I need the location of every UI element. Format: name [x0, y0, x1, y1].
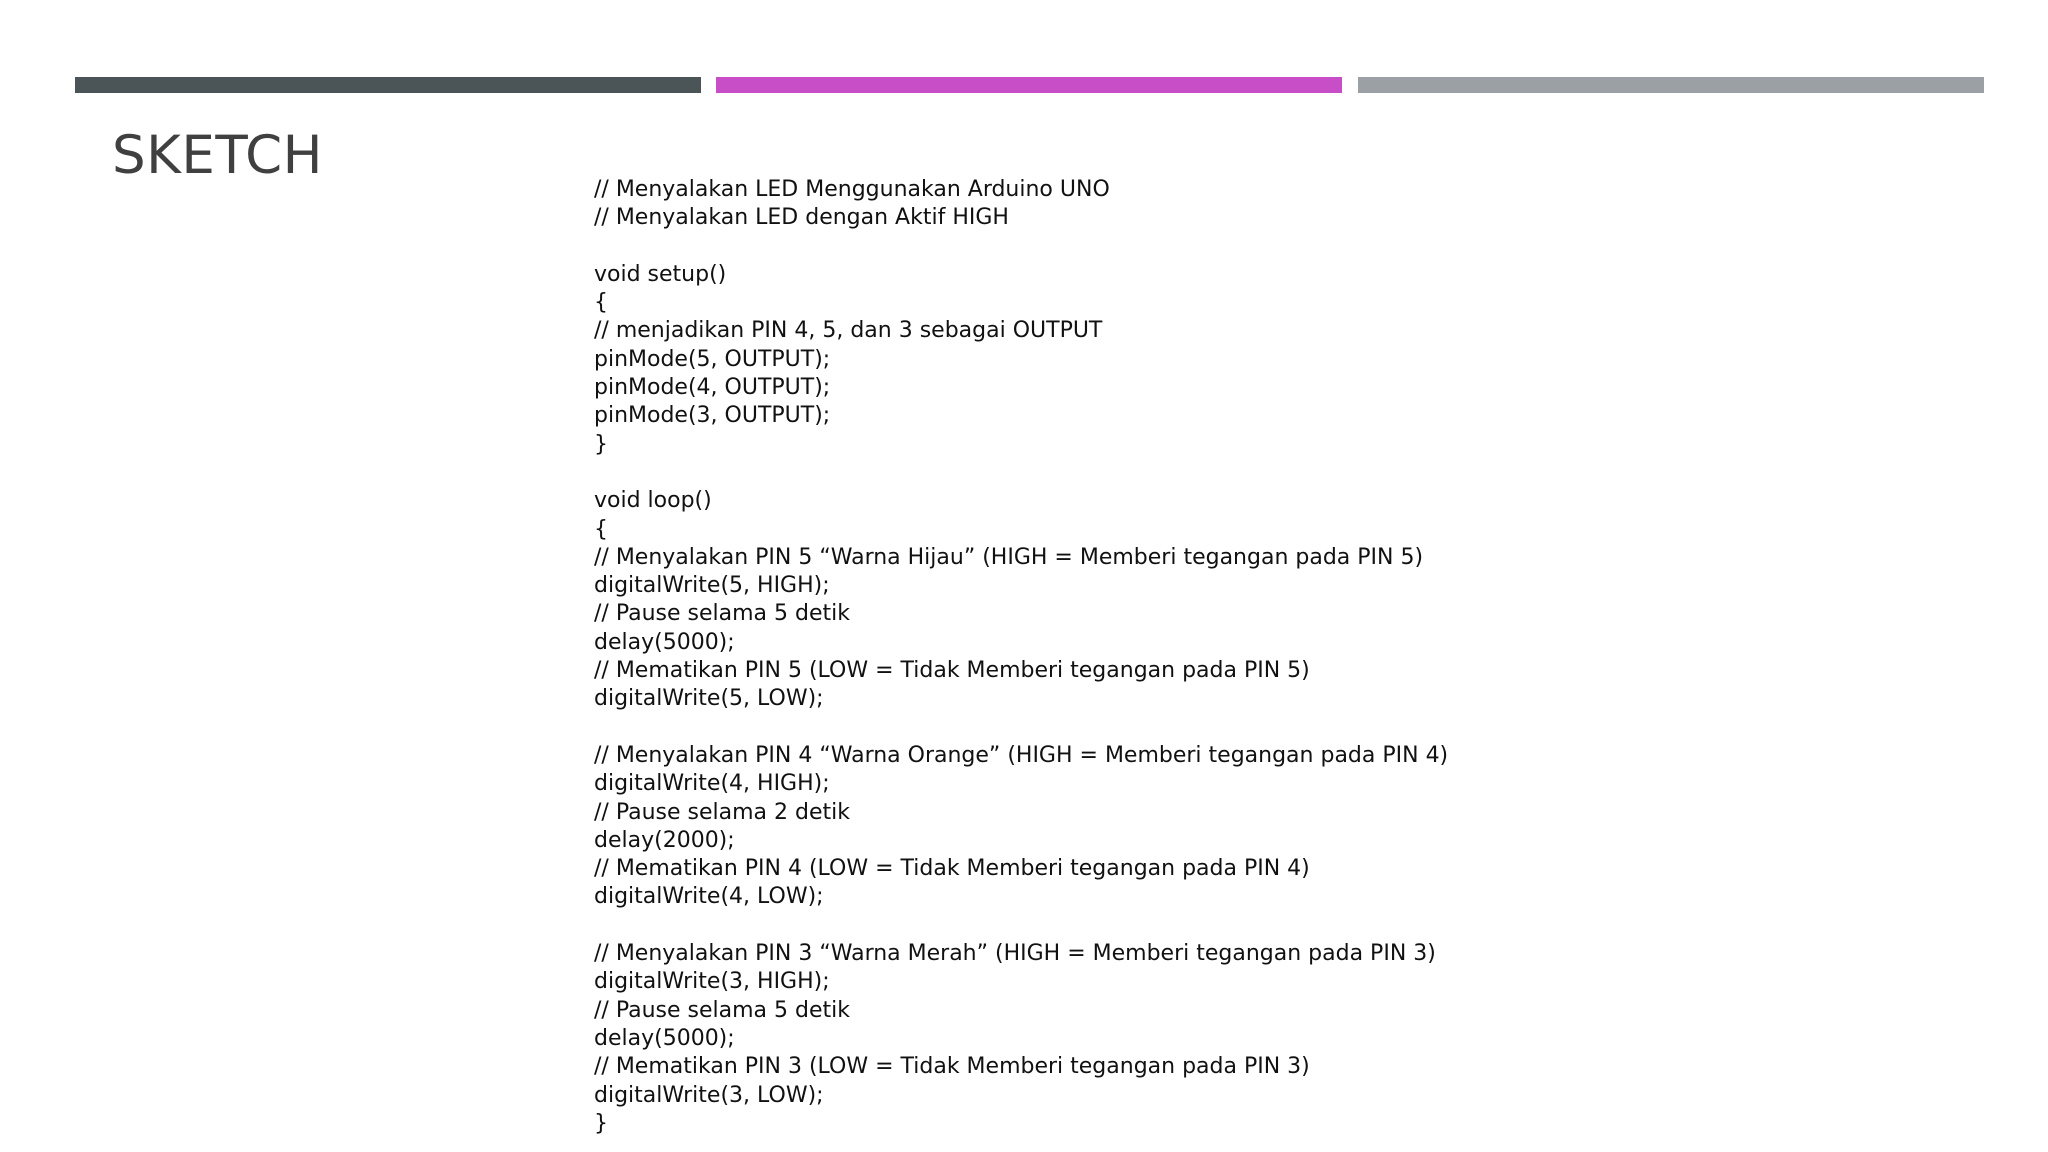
code-line: pinMode(3, OUTPUT); [594, 403, 831, 429]
code-blank-line [594, 459, 1794, 487]
code-line: // Pause selama 2 detik [594, 799, 850, 825]
code-blank-line [594, 912, 1794, 940]
code-line: } [594, 1110, 608, 1136]
code-line: // Menyalakan LED Menggunakan Arduino UNO [594, 177, 1110, 202]
accent-bar-magenta [716, 77, 1342, 93]
code-line: // Pause selama 5 detik [594, 601, 850, 627]
code-line: // Mematikan PIN 3 (LOW = Tidak Memberi tegangan pada PIN 3) [594, 1054, 1310, 1080]
code-line: digitalWrite(5, LOW); [594, 686, 824, 712]
code-line: void loop() [594, 488, 712, 514]
accent-bar-dark [75, 77, 701, 93]
code-line: pinMode(5, OUTPUT); [594, 346, 831, 372]
code-line: pinMode(4, OUTPUT); [594, 375, 831, 401]
code-block [594, 176, 1794, 1138]
code-line: digitalWrite(4, HIGH); [594, 771, 830, 797]
accent-bar-gray [1358, 77, 1984, 93]
code-line: // Pause selama 5 detik [594, 997, 850, 1023]
code-line: void setup() [594, 261, 727, 287]
code-line: // Menyalakan PIN 4 “Warna Orange” (HIGH = Memberi tegangan pada PIN 4) [594, 742, 1449, 768]
code-line: delay(5000); [594, 1025, 735, 1051]
code-blank-line [594, 233, 1794, 261]
code-line: // Menyalakan PIN 3 “Warna Merah” (HIGH = Memberi tegangan pada PIN 3) [594, 941, 1436, 967]
code-line: digitalWrite(3, HIGH); [594, 969, 830, 995]
code-line: // menjadikan PIN 4, 5, dan 3 sebagai OUTPUT [594, 318, 1103, 344]
code-line: // Mematikan PIN 4 (LOW = Tidak Memberi tegangan pada PIN 4) [594, 856, 1310, 882]
code-line: { [594, 290, 608, 316]
code-line: delay(5000); [594, 629, 735, 655]
code-line: // Menyalakan PIN 5 “Warna Hijau” (HIGH = Memberi tegangan pada PIN 5) [594, 544, 1424, 570]
code-line: // Menyalakan LED dengan Aktif HIGH [594, 205, 1009, 231]
code-line: digitalWrite(5, HIGH); [594, 573, 830, 599]
code-line: { [594, 516, 608, 542]
code-line: delay(2000); [594, 827, 735, 853]
code-line: digitalWrite(4, LOW); [594, 884, 824, 910]
code-line: digitalWrite(3, LOW); [594, 1082, 824, 1108]
code-line: // Mematikan PIN 5 (LOW = Tidak Memberi tegangan pada PIN 5) [594, 658, 1310, 684]
code-blank-line [594, 714, 1794, 742]
code-line: } [594, 431, 608, 457]
slide-title: SKETCH [112, 125, 324, 186]
